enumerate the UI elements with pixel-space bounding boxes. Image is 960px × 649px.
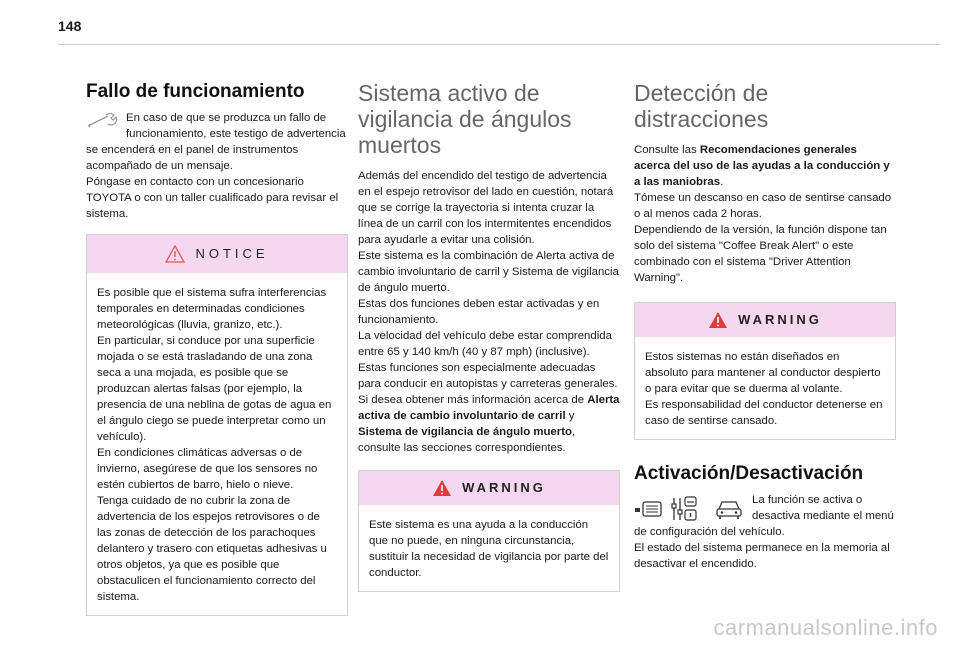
notice-title: NOTICE xyxy=(195,246,269,261)
warning-text: Estos sistemas no están diseñados en absoluto para mantener al conductor despierto o para evitar que se duerma al volante. xyxy=(645,351,881,395)
column-malfunction xyxy=(86,80,348,616)
header-rule xyxy=(58,44,940,45)
malfunction-intro xyxy=(86,110,348,174)
warning-box-blind-spot xyxy=(358,470,620,592)
section-title-distraction: Detección de distracciones xyxy=(634,80,769,132)
activation-block xyxy=(634,492,896,572)
warning-triangle-icon xyxy=(432,479,452,497)
activation-icons xyxy=(634,494,744,524)
distraction-paragraph: Dependiendo de la versión, la función dispone tan solo del sistema "Coffee Break Alert" o este combinado con el sistema "Driver Attention Warning". xyxy=(634,224,887,284)
malfunction-intro-text: En caso de que se produzca un fallo de funcionamiento, este testigo de advertencia se encenderá en el panel de instrumentos acompañado de un mensaje. xyxy=(86,112,346,172)
warning-header xyxy=(359,471,619,505)
section-title-malfunction: Fallo de funcionamiento xyxy=(86,81,305,102)
warning-title: WARNING xyxy=(738,312,822,327)
warning-body xyxy=(359,505,619,591)
notice-box xyxy=(86,234,348,616)
blind-spot-paragraph: La velocidad del vehículo debe estar comprendida entre 65 y 140 km/h (40 y 87 mph) (inclusive). xyxy=(358,330,612,358)
blind-spot-paragraph: Además del encendido del testigo de advertencia en el espejo retrovisor del lado en cuestión, notará que se corrige la trayectoria si intenta cruzar la línea de un carril con los intermitentes encendidos para ayudarle a evitar una colisión. xyxy=(358,170,614,246)
notice-header xyxy=(87,235,347,273)
activation-text: La función se activa o desactiva mediante el menú xyxy=(752,494,894,522)
reference-text: Consulte las xyxy=(634,144,700,156)
reference-text: . xyxy=(720,176,724,188)
notice-paragraph: En particular, si conduce por una superficie mojada o se está trasladando de una zona seca a una mojada, es posible que se produzcan alertas falsas (por ejemplo, la presencia de una neblina de gotas de agua en el ángulo ciego se puede interpretar como un vehículo). xyxy=(97,335,332,443)
warning-body xyxy=(635,337,895,439)
wrench-warning-icon xyxy=(86,112,120,128)
watermark: carmanualsonline.info xyxy=(713,615,938,640)
blind-spot-reference xyxy=(358,392,620,456)
warning-header xyxy=(635,303,895,337)
blind-spot-paragraph: Estas dos funciones deben estar activadas y en funcionamiento. xyxy=(358,298,600,326)
notice-paragraph: En condiciones climáticas adversas o de invierno, asegúrese de que los sensores no estén cubiertos de barro, hielo o nieve. xyxy=(97,447,318,491)
warning-text: Es responsabilidad del conductor detenerse en caso de sentirse cansado. xyxy=(645,399,883,427)
reference-link-recommendations: Recomendaciones generales acerca del uso de las ayudas a la conducción y a las maniobras xyxy=(634,144,890,188)
section-title-blind-spot: Sistema activo de vigilancia de ángulos muertos xyxy=(358,80,572,158)
blind-spot-paragraph: Estas funciones son especialmente adecuadas para conducir en autopistas y carreteras generales. xyxy=(358,362,618,390)
column-blind-spot xyxy=(358,80,620,592)
warning-title: WARNING xyxy=(462,480,546,495)
screen-menu-icon xyxy=(634,499,664,519)
warning-text: Este sistema es una ayuda a la conducción que no puede, en ninguna circunstancia, sustituir la necesidad de vigilancia por parte del conductor. xyxy=(369,519,609,579)
reference-text: y xyxy=(565,410,575,422)
vehicle-settings-icon xyxy=(670,495,698,523)
notice-paragraph: Es posible que el sistema sufra interferencias temporales en determinadas condiciones meteorológicas (lluvia, granizo, etc.). xyxy=(97,287,327,331)
page-number: 148 xyxy=(58,18,82,34)
blind-spot-paragraph: Este sistema es la combinación de Alerta activa de cambio involuntario de carril y Sistema de vigilancia de ángulo muerto. xyxy=(358,250,619,294)
distraction-paragraph: Tómese un descanso en caso de sentirse cansado o al menos cada 2 horas. xyxy=(634,192,892,220)
notice-body xyxy=(87,273,347,615)
malfunction-contact-text: Póngase en contacto con un concesionario TOYOTA o con un taller cualificado para revisar el sistema. xyxy=(86,176,339,220)
activation-text-cont: de configuración del vehículo. xyxy=(634,526,785,538)
section-subtitle-activation: Activación/Desactivación xyxy=(634,463,864,484)
reference-link-blind-spot: Sistema de vigilancia de ángulo muerto xyxy=(358,426,572,438)
notice-paragraph: Tenga cuidado de no cubrir la zona de advertencia de los espejos retrovisores o de las zonas de detección de los parachoques delantero y trasero con etiquetas adhesivas u otros objetos, ya que es posible que obstaculicen el funcionamiento correcto del sistema. xyxy=(97,495,327,603)
activation-memory-text: El estado del sistema permanece en la memoria al desactivar el encendido. xyxy=(634,542,890,570)
car-icon xyxy=(714,497,744,521)
reference-text: , consulte las secciones correspondientes. xyxy=(358,426,576,454)
reference-link-lane-alert: Alerta activa de cambio involuntario de carril xyxy=(358,394,620,422)
distraction-reference xyxy=(634,142,896,190)
warning-triangle-icon xyxy=(708,311,728,329)
reference-text: Si desea obtener más información acerca de xyxy=(358,394,588,406)
warning-box-distraction xyxy=(634,302,896,440)
column-distraction xyxy=(634,80,896,572)
warning-triangle-icon xyxy=(165,245,185,263)
